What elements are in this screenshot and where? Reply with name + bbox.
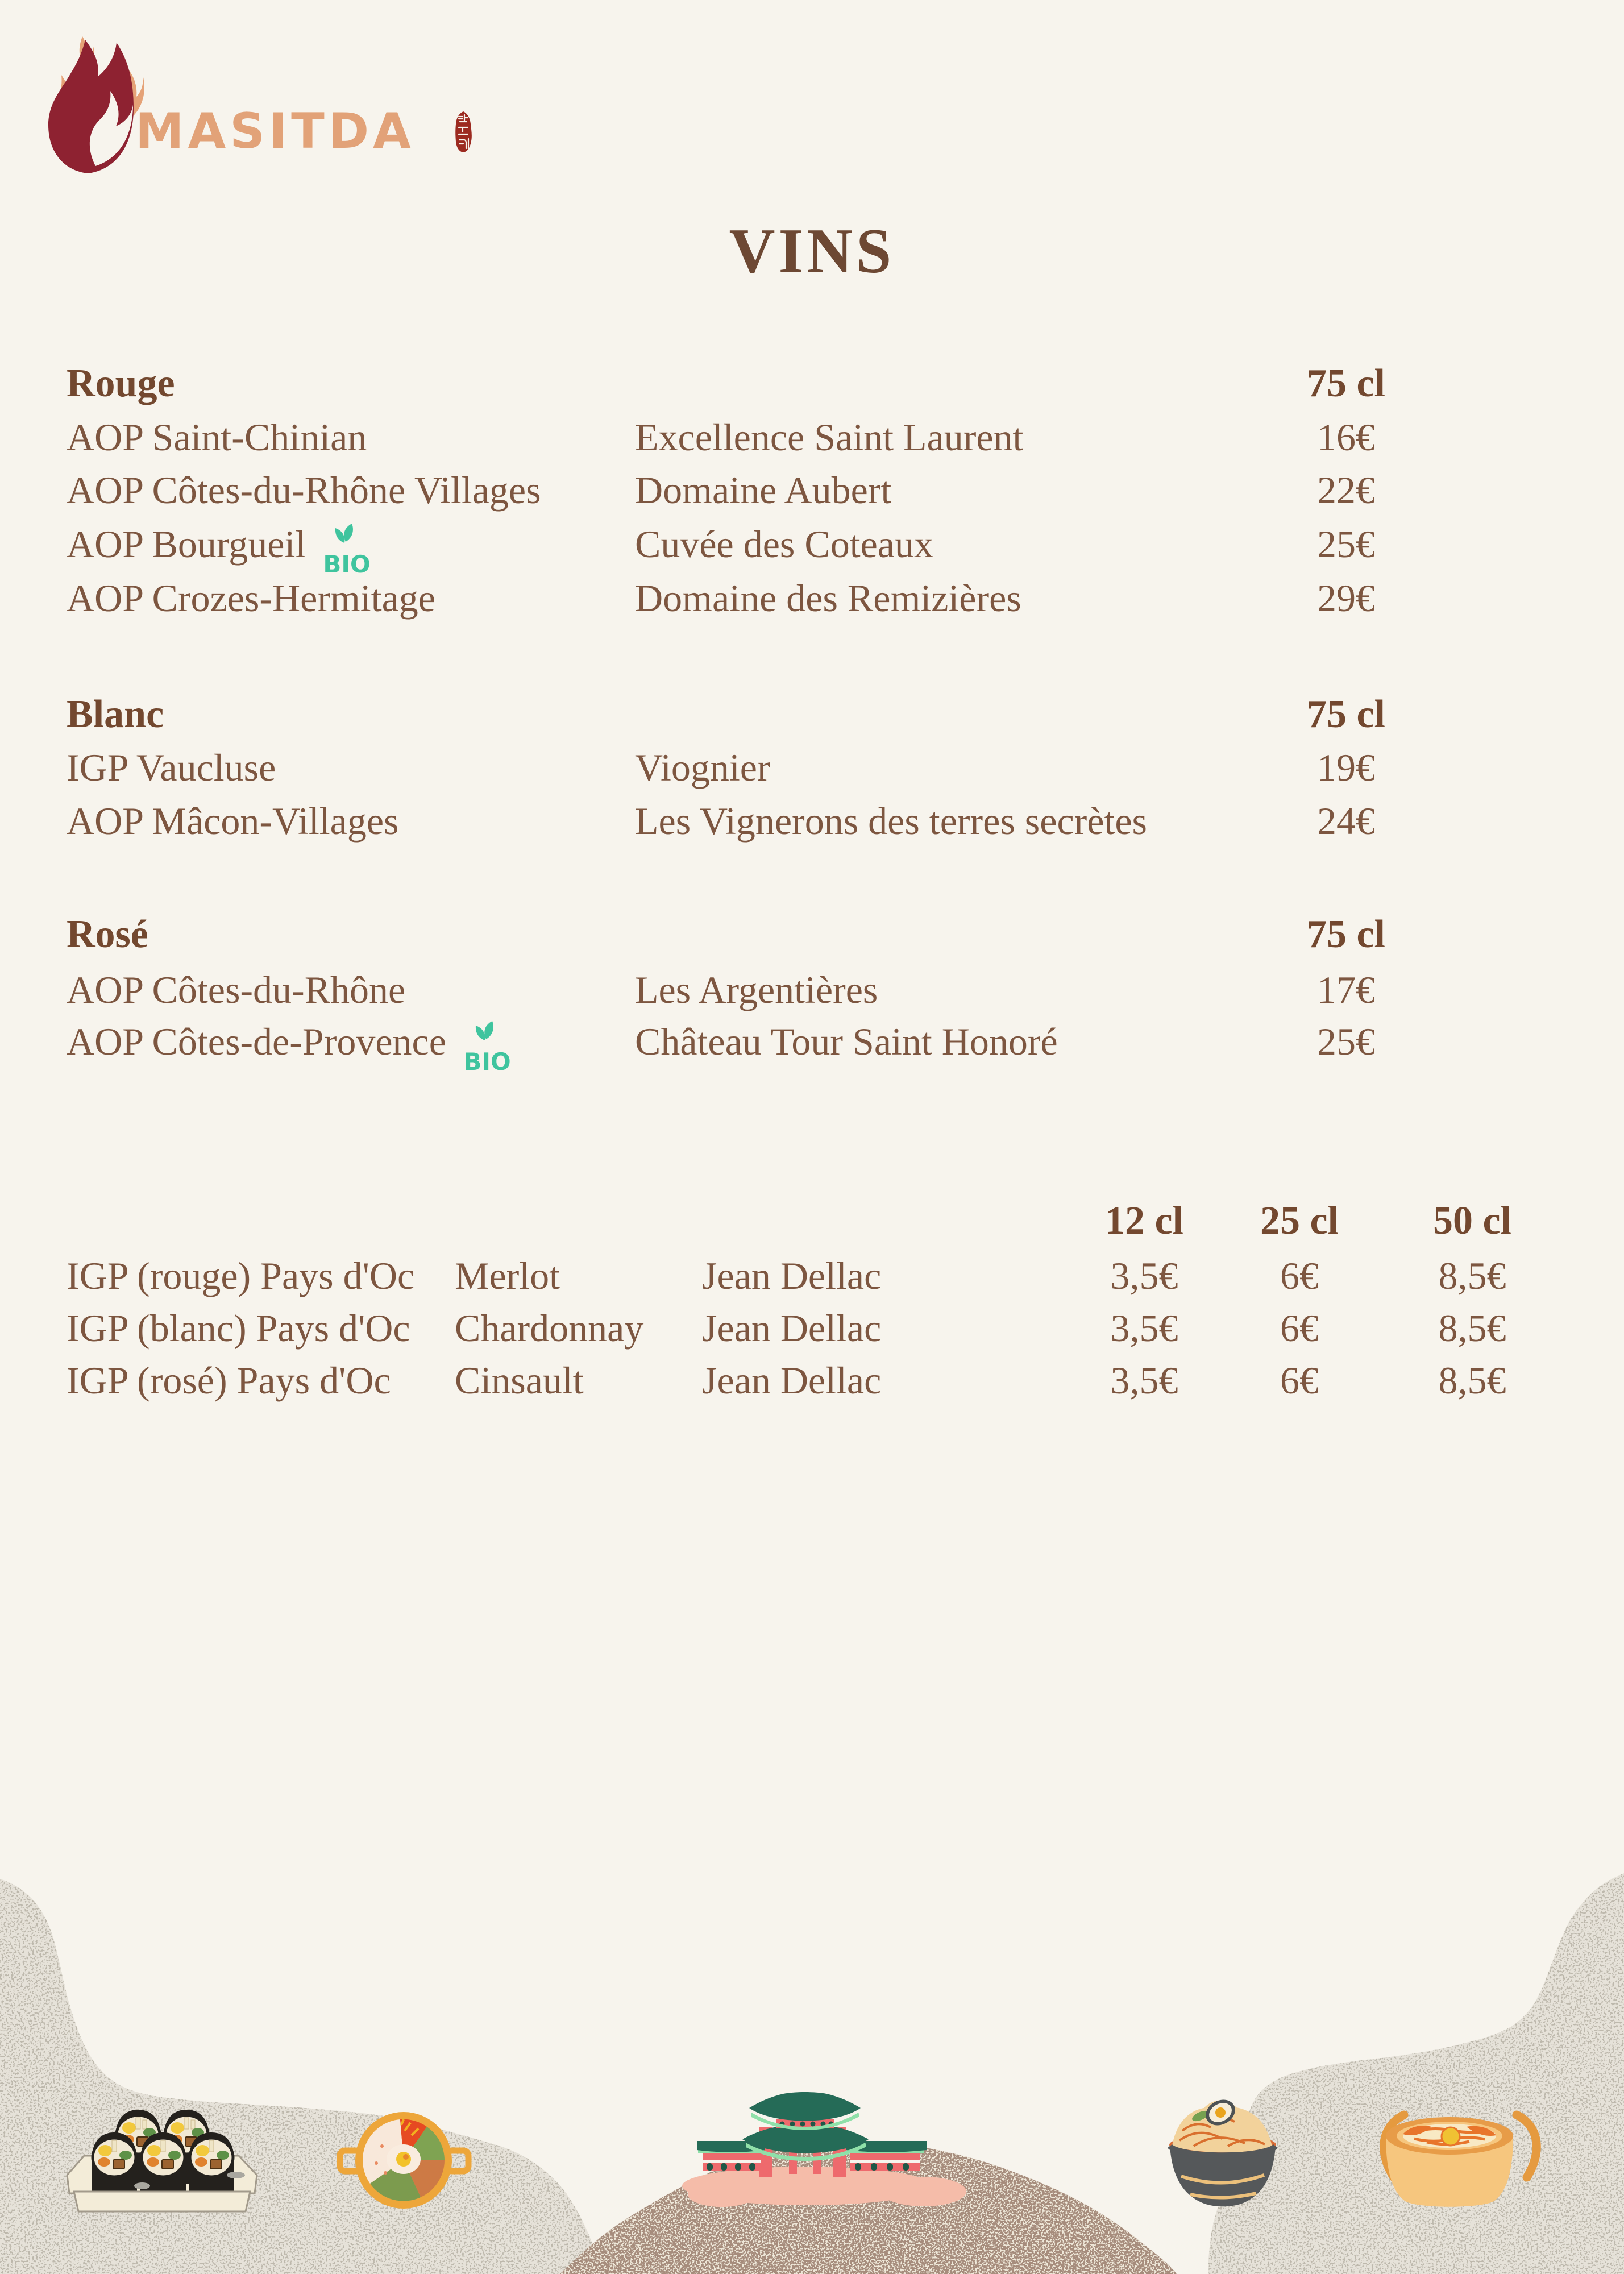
bio-icon [461, 1020, 513, 1074]
wine-region-label: AOP Mâcon-Villages [67, 799, 399, 843]
wine-name: Excellence Saint Laurent [635, 416, 1024, 459]
wine-region [67, 464, 541, 516]
wine-region-label: AOP Crozes-Hermitage [67, 576, 435, 620]
size-header-25cl: 25 cl [1260, 1199, 1339, 1243]
wine-region-label: IGP Vaucluse [67, 746, 276, 789]
footer-landscape [0, 1859, 1624, 2274]
wine-price: 29€ [1317, 576, 1375, 620]
glass-grape: Cinsault [455, 1359, 584, 1402]
section-header-rouge: Rouge [67, 362, 175, 405]
glass-producer: Jean Dellac [702, 1359, 882, 1402]
wine-name: Viognier [635, 746, 770, 789]
size-header-12cl: 12 cl [1104, 1199, 1184, 1243]
glass-price-12cl: 3,5€ [1110, 1306, 1178, 1350]
wine-region [67, 411, 367, 463]
wine-name: Cuvée des Coteaux [635, 522, 933, 566]
svg-text:BIO: BIO [323, 550, 371, 577]
glass-producer: Jean Dellac [702, 1254, 882, 1297]
section-header-rose: Rosé [67, 912, 148, 956]
wine-price: 17€ [1317, 968, 1375, 1011]
wine-name: Château Tour Saint Honoré [635, 1020, 1058, 1063]
glass-producer: Jean Dellac [702, 1306, 882, 1350]
glass-price-50cl: 8,5€ [1438, 1254, 1506, 1297]
glass-price-12cl: 3,5€ [1110, 1359, 1178, 1402]
wine-region-label: AOP Côtes-du-Rhône [67, 968, 406, 1011]
wine-name: Les Vignerons des terres secrètes [635, 799, 1147, 843]
wine-price: 22€ [1317, 468, 1375, 512]
wine-price: 24€ [1317, 799, 1375, 843]
wine-price: 25€ [1317, 1020, 1375, 1063]
wine-price: 25€ [1317, 522, 1375, 566]
glass-grape: Merlot [455, 1254, 560, 1297]
wine-region [67, 741, 276, 794]
wine-price: 19€ [1317, 746, 1375, 789]
flame-logo-icon [28, 30, 151, 175]
wine-region [67, 572, 435, 624]
svg-text:BIO: BIO [463, 1048, 511, 1074]
size-header-rose: 75 cl [1306, 912, 1386, 956]
right-mountain [1208, 1873, 1624, 2274]
left-mountain [0, 1879, 601, 2274]
wine-name: Les Argentières [635, 968, 878, 1011]
glass-grape: Chardonnay [455, 1306, 644, 1350]
korean-seal-icon [452, 110, 475, 153]
wine-name: Domaine Aubert [635, 468, 892, 512]
glass-price-25cl: 6€ [1280, 1306, 1319, 1350]
wine-region [67, 518, 373, 577]
glass-region: IGP (rosé) Pays d'Oc [67, 1359, 391, 1402]
wine-region-label: AOP Côtes-du-Rhône Villages [67, 468, 541, 512]
page-title: VINS [729, 216, 895, 287]
wine-region [67, 1015, 513, 1074]
size-header-50cl: 50 cl [1432, 1199, 1512, 1243]
section-header-blanc: Blanc [67, 692, 164, 736]
wine-region-label: AOP Côtes-de-Provence [67, 1020, 446, 1063]
size-header-rouge: 75 cl [1306, 362, 1386, 405]
wine-name: Domaine des Remizières [635, 576, 1021, 620]
glass-price-50cl: 8,5€ [1438, 1306, 1506, 1350]
wine-region [67, 795, 399, 847]
glass-price-12cl: 3,5€ [1110, 1254, 1178, 1297]
size-header-blanc: 75 cl [1306, 692, 1386, 736]
glass-region: IGP (blanc) Pays d'Oc [67, 1306, 410, 1350]
glass-price-25cl: 6€ [1280, 1359, 1319, 1402]
wine-price: 16€ [1317, 416, 1375, 459]
wine-region-label: AOP Bourgueil [67, 522, 306, 566]
wine-region-label: AOP Saint-Chinian [67, 416, 367, 459]
wine-region [67, 964, 405, 1016]
glass-price-25cl: 6€ [1280, 1254, 1319, 1297]
glass-price-50cl: 8,5€ [1438, 1359, 1506, 1402]
glass-region: IGP (rouge) Pays d'Oc [67, 1254, 415, 1297]
bio-icon [321, 522, 373, 577]
brand-wordmark: MASITDA [135, 103, 415, 160]
